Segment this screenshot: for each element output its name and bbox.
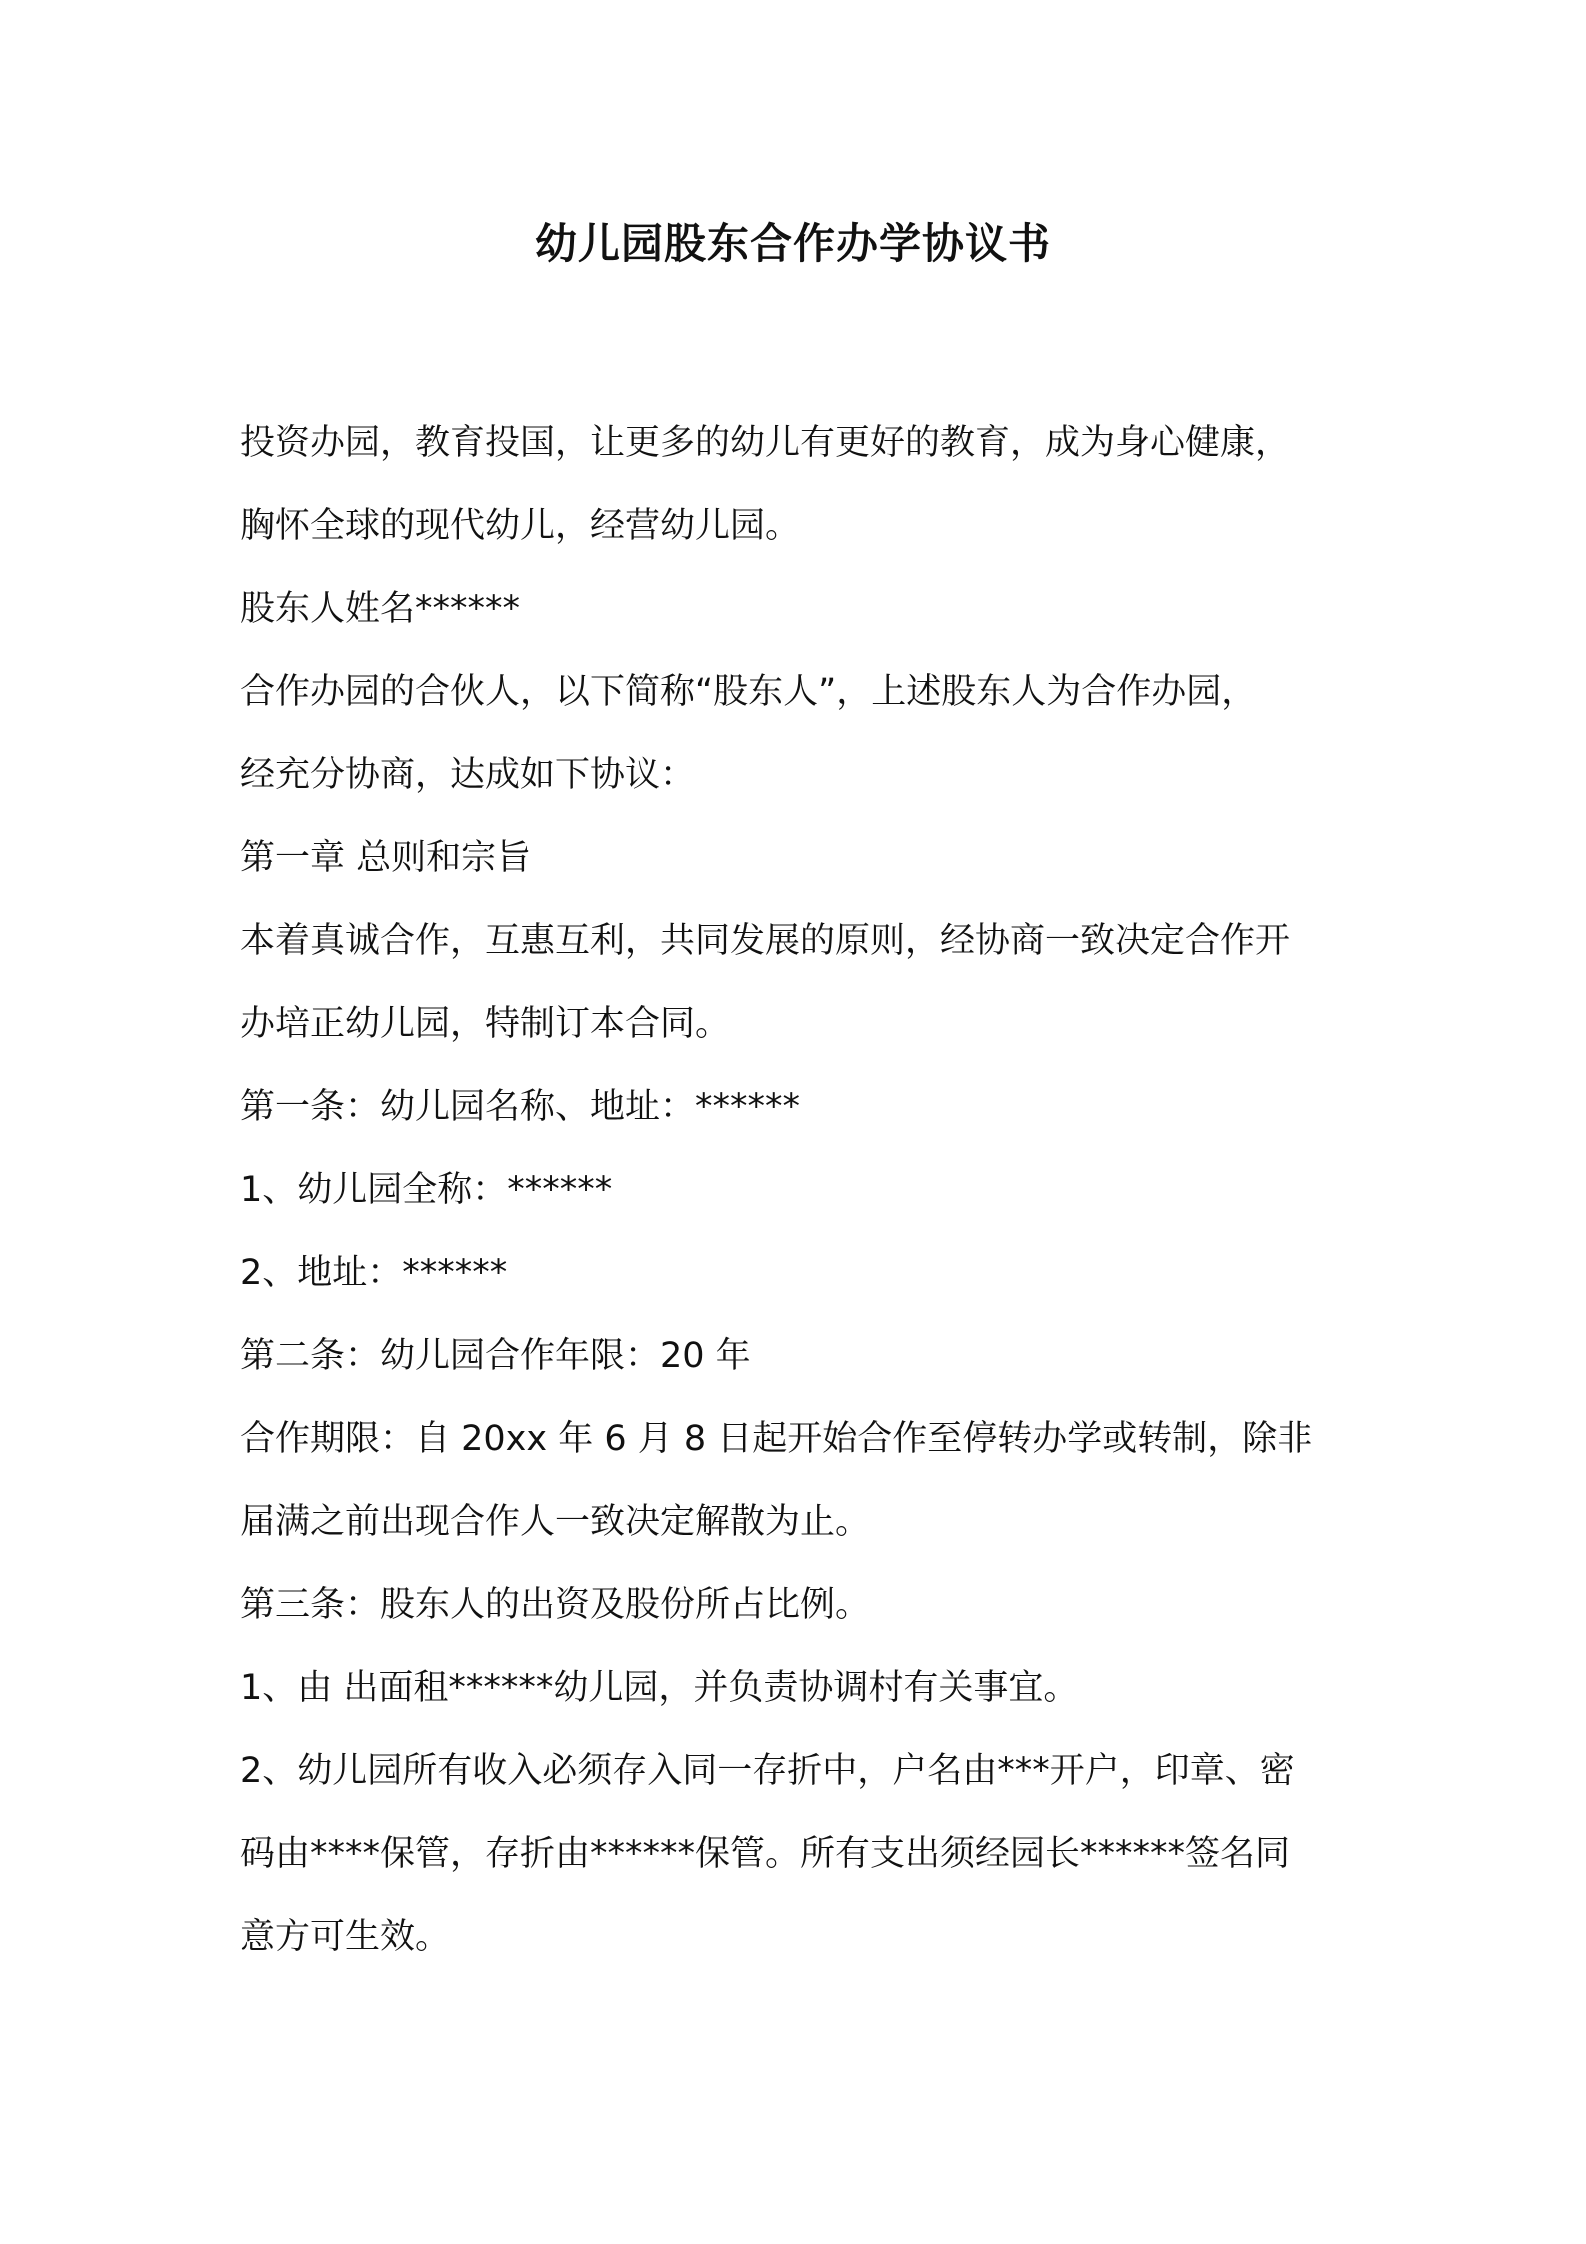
paragraph — [240, 1730, 1360, 1979]
text-line: 意方可生效。 — [240, 1917, 451, 1957]
text-line: 投资办园，教育投国，让更多的幼儿有更好的教育，成为身心健康， — [240, 423, 1291, 463]
paragraph — [240, 1315, 1360, 1398]
text-line: 第二条：幼儿园合作年限：20 年 — [240, 1336, 751, 1376]
paragraph — [240, 1564, 1360, 1647]
text-line: 经充分协商，达成如下协议： — [240, 755, 696, 795]
paragraph — [240, 1647, 1360, 1730]
text-line: 码由****保管，存折由******保管。所有支出须经园长******签名同 — [240, 1834, 1291, 1874]
document-body — [240, 402, 1360, 1979]
text-line: 本着真诚合作，互惠互利，共同发展的原则，经协商一致决定合作开 — [240, 921, 1291, 961]
paragraph — [240, 1232, 1360, 1315]
text-line: 合作办园的合伙人，以下简称“股东人”，上述股东人为合作办园， — [240, 672, 1257, 712]
text-line: 2、地址：****** — [240, 1253, 508, 1293]
text-line: 办培正幼儿园，特制订本合同。 — [240, 1004, 731, 1044]
text-line: 1、由 出面租******幼儿园，并负责协调村有关事宜。 — [240, 1668, 1079, 1708]
text-line: 合作期限：自 20xx 年 6 月 8 日起开始合作至停转办学或转制，除非 — [240, 1419, 1313, 1459]
text-line: 第一章 总则和宗旨 — [240, 838, 532, 878]
paragraph — [240, 1066, 1360, 1149]
text-line: 届满之前出现合作人一致决定解散为止。 — [240, 1502, 871, 1542]
document-title: 幼儿园股东合作办学协议书 — [534, 219, 1051, 268]
paragraph — [240, 651, 1360, 817]
text-line: 2、幼儿园所有收入必须存入同一存折中，户名由***开户，印章、密 — [240, 1751, 1295, 1791]
text-line: 第一条：幼儿园名称、地址：****** — [240, 1087, 801, 1127]
text-line: 股东人姓名****** — [240, 589, 521, 629]
text-line: 胸怀全球的现代幼儿，经营幼儿园。 — [240, 506, 801, 546]
paragraph — [240, 817, 1360, 900]
text-line: 1、幼儿园全称：****** — [240, 1170, 613, 1210]
text-line: 第三条：股东人的出资及股份所占比例。 — [240, 1585, 871, 1625]
paragraph — [240, 900, 1360, 1066]
paragraph — [240, 1398, 1360, 1564]
paragraph — [240, 402, 1360, 568]
paragraph — [240, 1149, 1360, 1232]
paragraph — [240, 568, 1360, 651]
